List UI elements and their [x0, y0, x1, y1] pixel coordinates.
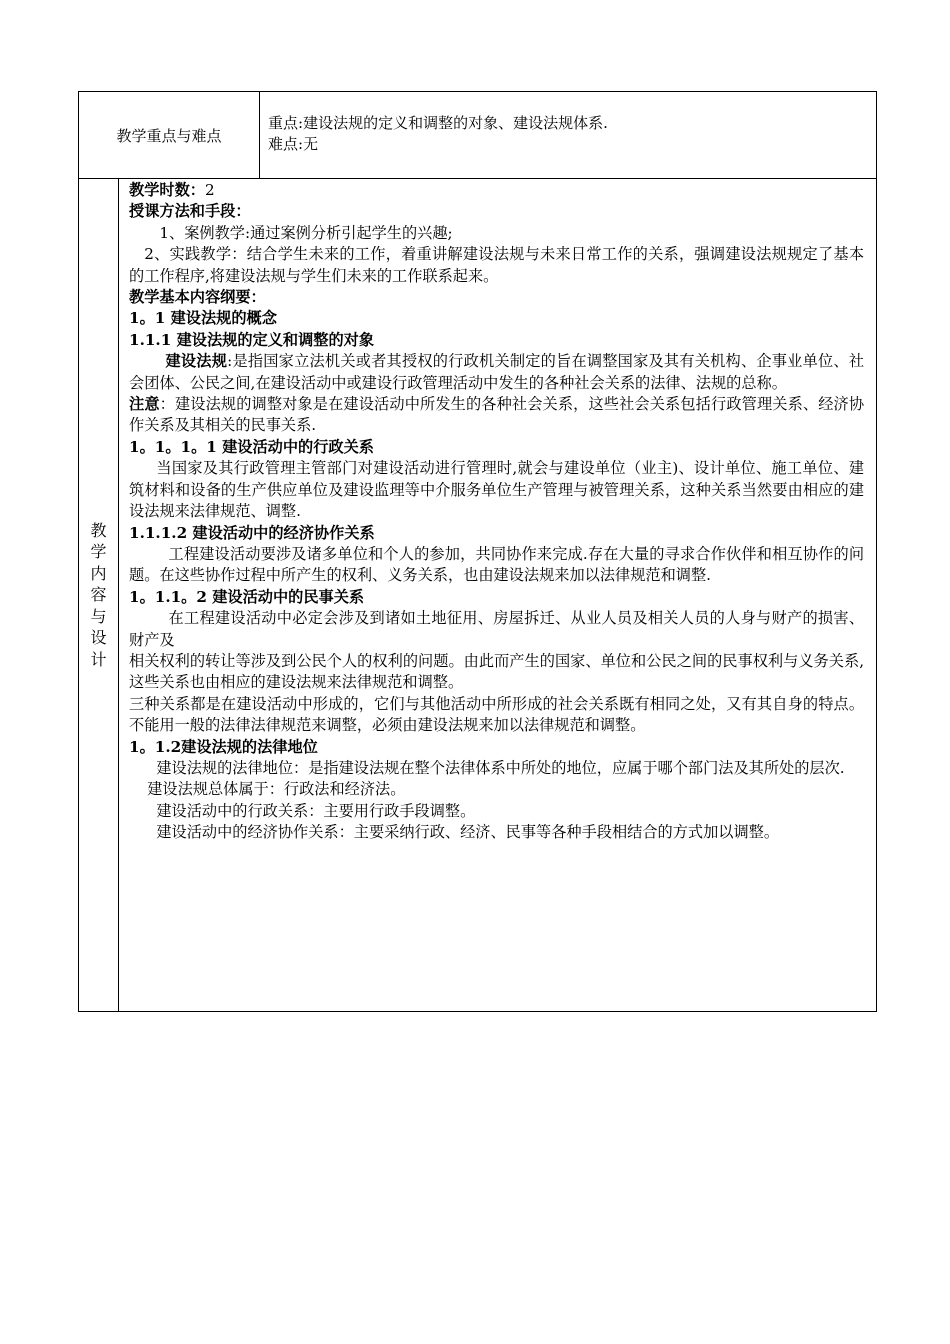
section-1-1-1-2-heading: 1.1.1.2 建设活动中的经济协作关系	[129, 523, 375, 542]
section-1-1-1-2-text: 工程建设活动要涉及诸多单位和个人的参加，共同协作来完成.存在大量的寻求合作伙伴和相互协作的问题。在这些协作过程中所产生的权利、义务关系，也由建设法规来加以法律规范和调整.	[129, 544, 865, 585]
note-term: 注意	[129, 395, 160, 414]
content-cell	[119, 179, 877, 1012]
section-1-1-2-heading: 1。1.2建设法规的法律地位	[129, 737, 318, 756]
definition-term: 建设法规	[165, 352, 228, 371]
content-row	[79, 179, 877, 1012]
teaching-hours	[129, 180, 864, 201]
lesson-plan-sheet	[78, 91, 876, 1012]
section-1-1-1-1-text: 当国家及其行政管理主管部门对建设活动进行管理时,就会与建设单位（业主)、设计单位、施工单位、建筑材料和设备的生产供应单位及建设监理等中介服务单位生产管理与被管理关系，这种关系当然要由相应的建设法规来法律规范、调整.	[129, 459, 865, 521]
outline-heading: 教学基本内容纲要：	[129, 288, 266, 307]
content-label: 教学内容与设计	[90, 521, 107, 669]
lesson-plan-table	[78, 91, 877, 1012]
definition-text: :是指国家立法机关或者其授权的行政机关制定的旨在调整国家及其有关机构、企事业单位、社会团体、公民之间,在建设活动中或建设行政管理活动中发生的各种社会关系的法律、法规的总称。	[129, 352, 865, 392]
hours-label: 教学时数：	[129, 181, 205, 199]
section-1-1-2-text-4: 建设活动中的经济协作关系：主要采纳行政、经济、民事等各种手段相结合的方式加以调整。	[156, 823, 780, 842]
key-points-label: 教学重点与难点	[116, 126, 222, 145]
method-1: 1、案例教学:通过案例分析引起学生的兴趣;	[159, 223, 453, 242]
summary-paragraph: 三种关系都是在建设活动中形成的，它们与其他活动中所形成的社会关系既有相同之处，又有其自身的特点。不能用一般的法律法律规范来调整，必须由建设法规来加以法律规范和调整。	[129, 694, 865, 735]
focus-line: 重点:建设法规的定义和调整的对象、建设法规体系.	[268, 114, 608, 132]
section-1-1-2-text-2: 建设法规总体属于：行政法和经济法。	[147, 780, 406, 799]
section-1-1-2-text-1: 建设法规的法律地位：是指建设法规在整个法律体系中所处的地位，应属于哪个部门法及其所处的层次.	[156, 758, 845, 777]
section-1-1-1-1-heading: 1。1。1。1 建设活动中的行政关系	[129, 437, 374, 456]
hours-value: 2	[204, 181, 215, 199]
key-points-row	[79, 92, 877, 179]
note-paragraph	[129, 394, 864, 437]
content-label-cell	[79, 179, 119, 1012]
section-1-heading: 1。1 建设法规的概念	[129, 309, 277, 328]
section-1-1-1-3-heading: 1。1.1。2 建设活动中的民事关系	[129, 587, 365, 606]
key-points-content-cell	[260, 92, 877, 179]
method-2: 2、实践教学：结合学生未来的工作，着重讲解建设法规与未来日常工作的关系，强调建设法规规定了基本的工作程序,将建设法规与学生们未来的工作联系起来。	[129, 245, 865, 285]
section-1-1-2-text-3: 建设活动中的行政关系：主要用行政手段调整。	[156, 801, 476, 820]
definition-paragraph	[129, 351, 864, 394]
difficulty-line: 难点:无	[268, 135, 319, 153]
section-1-1-1-3-text-2: 相关权利的转让等涉及到公民个人的权利的问题。由此而产生的国家、单位和公民之间的民事权利与义务关系,这些关系也由相应的建设法规来法律规范和调整。	[129, 651, 865, 692]
methods-heading: 授课方法和手段：	[129, 202, 251, 221]
note-text: ：建设法规的调整对象是在建设活动中所发生的各种社会关系，这些社会关系包括行政管理关系、经济协作关系及其相关的民事关系.	[129, 395, 865, 435]
section-1-1-1-heading: 1.1.1 建设法规的定义和调整的对象	[129, 330, 375, 349]
key-points-label-cell	[79, 92, 260, 179]
section-1-1-1-3-text-1: 在工程建设活动中必定会涉及到诸如土地征用、房屋拆迁、从业人员及相关人员的人身与财产的损害、财产及	[129, 609, 865, 649]
